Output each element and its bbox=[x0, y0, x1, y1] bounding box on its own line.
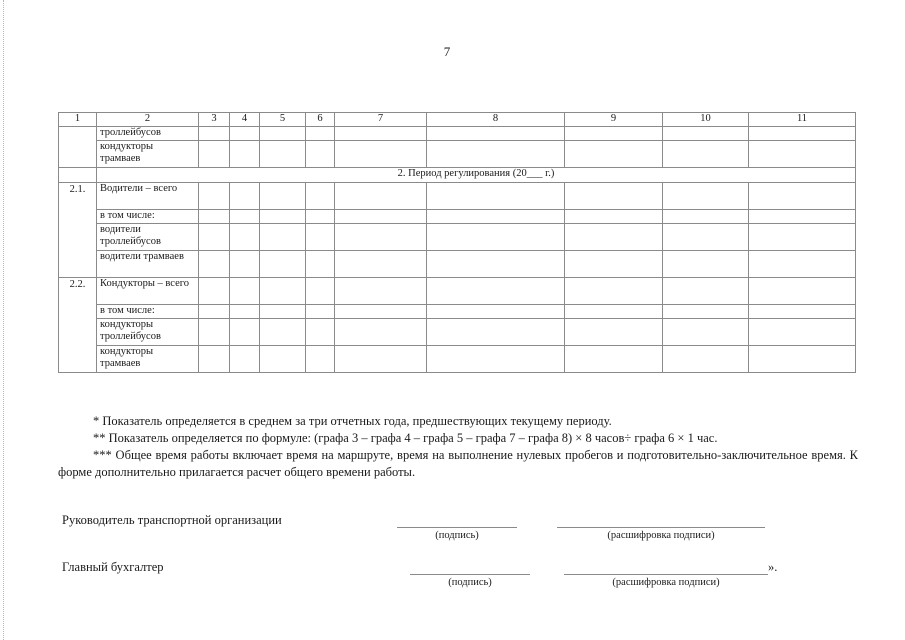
table-cell bbox=[199, 127, 230, 141]
table-cell bbox=[663, 210, 749, 224]
signature-caption: (подпись) bbox=[435, 530, 479, 541]
row-number: 2.2. bbox=[59, 278, 97, 373]
table-cell bbox=[335, 346, 427, 373]
table-cell bbox=[335, 210, 427, 224]
table-cell bbox=[565, 127, 663, 141]
table-cell bbox=[749, 210, 856, 224]
row-label: Водители – всего bbox=[97, 183, 199, 210]
table-cell bbox=[749, 224, 856, 251]
table-row bbox=[59, 319, 856, 346]
table-cell bbox=[427, 224, 565, 251]
table-cell bbox=[260, 127, 306, 141]
table-row bbox=[59, 224, 856, 251]
table-cell bbox=[565, 305, 663, 319]
table-cell bbox=[335, 183, 427, 210]
column-number: 9 bbox=[565, 113, 663, 127]
table-cell bbox=[230, 183, 260, 210]
table-cell bbox=[199, 305, 230, 319]
table-cell bbox=[260, 141, 306, 168]
table-cell bbox=[199, 278, 230, 305]
table-cell bbox=[565, 251, 663, 278]
section-title: 2. Период регулирования (20___ г.) bbox=[97, 168, 856, 183]
table-cell bbox=[663, 224, 749, 251]
table-cell bbox=[663, 183, 749, 210]
page-number: 7 bbox=[443, 44, 451, 59]
table-row bbox=[59, 127, 856, 141]
table-cell bbox=[749, 251, 856, 278]
name-line bbox=[564, 574, 768, 575]
table-cell bbox=[427, 346, 565, 373]
table-cell bbox=[306, 251, 335, 278]
table-cell bbox=[427, 319, 565, 346]
table-row bbox=[59, 251, 856, 278]
column-number: 7 bbox=[335, 113, 427, 127]
table-cell bbox=[749, 305, 856, 319]
table-cell bbox=[230, 210, 260, 224]
table-cell bbox=[306, 346, 335, 373]
table-cell bbox=[230, 305, 260, 319]
table-cell bbox=[427, 127, 565, 141]
table-cell bbox=[565, 346, 663, 373]
table-cell bbox=[427, 305, 565, 319]
table-cell bbox=[306, 224, 335, 251]
table-cell bbox=[749, 127, 856, 141]
table-cell bbox=[230, 346, 260, 373]
table-cell bbox=[565, 210, 663, 224]
table-cell bbox=[306, 278, 335, 305]
table-cell bbox=[260, 251, 306, 278]
table-cell bbox=[427, 183, 565, 210]
column-number: 11 bbox=[749, 113, 856, 127]
signature-line bbox=[410, 574, 530, 575]
table-cell bbox=[335, 224, 427, 251]
table-cell bbox=[306, 127, 335, 141]
row-label: водители троллейбусов bbox=[97, 224, 199, 251]
footnotes bbox=[58, 413, 858, 481]
row-label: кондукторы трамваев bbox=[97, 141, 199, 168]
row-label: кондукторы троллейбусов bbox=[97, 319, 199, 346]
table-cell bbox=[230, 141, 260, 168]
row-label: троллейбусов bbox=[97, 127, 199, 141]
table-cell bbox=[749, 278, 856, 305]
table-cell bbox=[335, 305, 427, 319]
name-caption: (расшифровка подписи) bbox=[612, 577, 720, 588]
table-cell bbox=[306, 305, 335, 319]
table-cell bbox=[260, 183, 306, 210]
table-cell bbox=[663, 141, 749, 168]
signature-line bbox=[397, 527, 517, 528]
table-cell bbox=[663, 278, 749, 305]
table-cell bbox=[427, 278, 565, 305]
table-cell bbox=[260, 210, 306, 224]
table-cell bbox=[663, 346, 749, 373]
footnote-3: *** Общее время работы включает время на маршруте, время на выполнение нулевых пробегов и подготовительно-заключительное время. К форме дополнительно прилагается расчет общего времени работы. bbox=[58, 448, 858, 479]
table-cell bbox=[230, 278, 260, 305]
table-cell bbox=[663, 319, 749, 346]
table-cell bbox=[427, 251, 565, 278]
table-cell bbox=[565, 183, 663, 210]
table-cell bbox=[260, 224, 306, 251]
table-cell bbox=[663, 305, 749, 319]
table-cell bbox=[565, 224, 663, 251]
table-cell bbox=[335, 141, 427, 168]
page-edge-rule bbox=[3, 0, 4, 640]
table-cell bbox=[230, 127, 260, 141]
table-cell bbox=[306, 319, 335, 346]
table-cell bbox=[663, 127, 749, 141]
table-cell bbox=[199, 141, 230, 168]
row-label: в том числе: bbox=[97, 210, 199, 224]
name-line bbox=[557, 527, 765, 528]
name-caption: (расшифровка подписи) bbox=[607, 530, 715, 541]
column-number: 3 bbox=[199, 113, 230, 127]
row-label: в том числе: bbox=[97, 305, 199, 319]
column-number: 6 bbox=[306, 113, 335, 127]
table-cell bbox=[565, 319, 663, 346]
table-cell bbox=[199, 183, 230, 210]
table-row bbox=[59, 278, 856, 305]
table-cell bbox=[306, 141, 335, 168]
signature-caption: (подпись) bbox=[448, 577, 492, 588]
row-label: водители трамваев bbox=[97, 251, 199, 278]
table-cell bbox=[199, 251, 230, 278]
table-cell bbox=[260, 278, 306, 305]
column-number: 2 bbox=[97, 113, 199, 127]
table-cell bbox=[260, 305, 306, 319]
table-row bbox=[59, 305, 856, 319]
table-cell bbox=[306, 210, 335, 224]
row-label: Кондукторы – всего bbox=[97, 278, 199, 305]
table-cell bbox=[199, 210, 230, 224]
signature-title: Главный бухгалтер bbox=[62, 560, 164, 574]
row-label: кондукторы трамваев bbox=[97, 346, 199, 373]
column-number: 10 bbox=[663, 113, 749, 127]
table-cell bbox=[335, 251, 427, 278]
table-cell bbox=[335, 278, 427, 305]
table-cell bbox=[199, 346, 230, 373]
table-row bbox=[59, 346, 856, 373]
column-number: 5 bbox=[260, 113, 306, 127]
closing-quote: ». bbox=[768, 560, 778, 574]
table-cell bbox=[565, 278, 663, 305]
table-cell bbox=[306, 183, 335, 210]
table-cell bbox=[260, 346, 306, 373]
table-cell bbox=[427, 210, 565, 224]
table-cell bbox=[230, 319, 260, 346]
table-cell bbox=[260, 319, 306, 346]
table-cell bbox=[749, 346, 856, 373]
row-number bbox=[59, 127, 97, 168]
staffing-table bbox=[58, 112, 856, 373]
table-cell bbox=[230, 251, 260, 278]
column-number-row bbox=[59, 113, 856, 127]
row-number: 2.1. bbox=[59, 183, 97, 278]
table-cell bbox=[427, 141, 565, 168]
table-row bbox=[59, 210, 856, 224]
column-number: 1 bbox=[59, 113, 97, 127]
table-cell bbox=[199, 319, 230, 346]
table-cell bbox=[749, 141, 856, 168]
column-number: 4 bbox=[230, 113, 260, 127]
table-cell bbox=[335, 127, 427, 141]
footnote-2: ** Показатель определяется по формуле: (графа 3 – графа 4 – графа 5 – графа 7 – графа 8) × 8 часов÷ графа 6 × 1 час. bbox=[93, 431, 718, 445]
table-cell bbox=[663, 251, 749, 278]
table-cell bbox=[749, 183, 856, 210]
footnote-1: * Показатель определяется в среднем за три отчетных года, предшествующих текущему периоду. bbox=[93, 414, 612, 428]
table-cell bbox=[565, 141, 663, 168]
table-cell bbox=[335, 319, 427, 346]
column-number: 8 bbox=[427, 113, 565, 127]
row-number bbox=[59, 168, 97, 183]
table-cell bbox=[230, 224, 260, 251]
section-row bbox=[59, 168, 856, 183]
table-cell bbox=[199, 224, 230, 251]
signature-title: Руководитель транспортной организации bbox=[62, 513, 282, 527]
table-row bbox=[59, 183, 856, 210]
table-row bbox=[59, 141, 856, 168]
table-cell bbox=[749, 319, 856, 346]
